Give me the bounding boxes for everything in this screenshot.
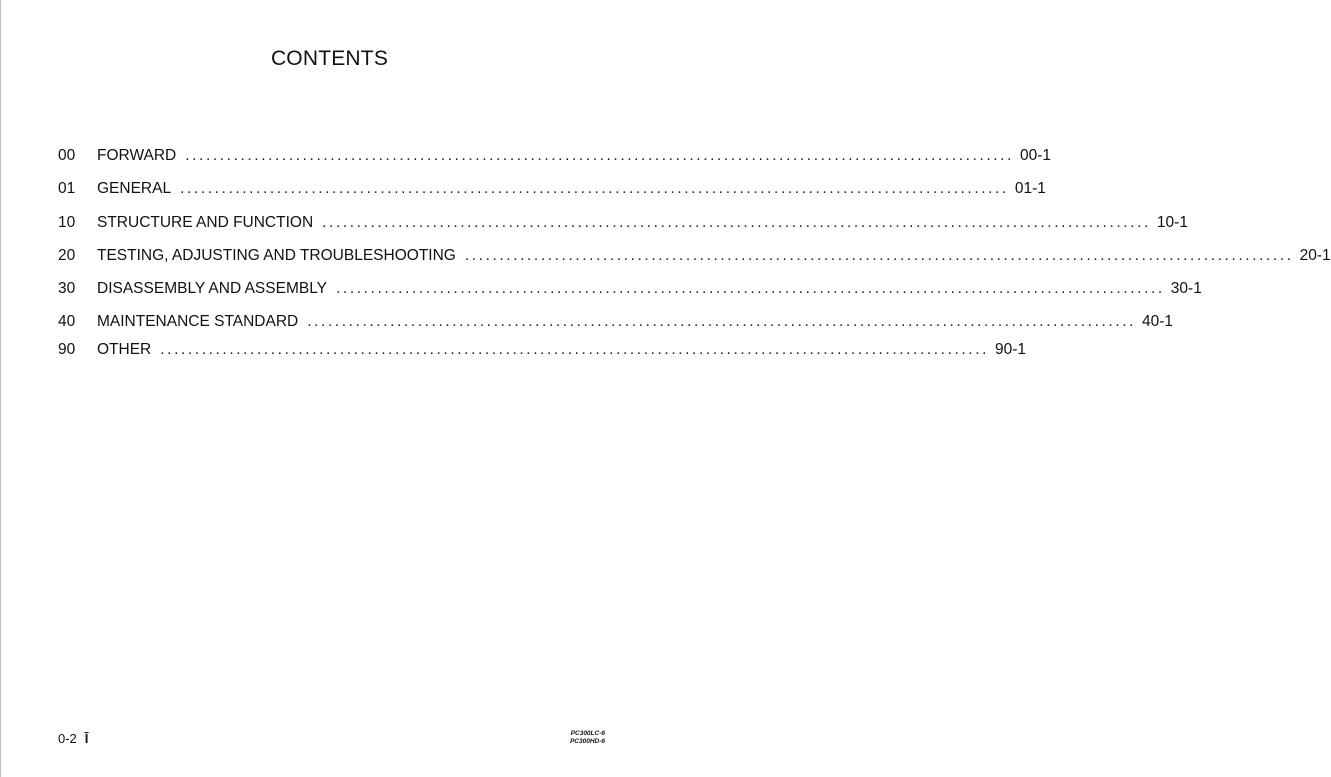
toc-page-number: 01-1 [1014,180,1046,197]
toc-leader-dots: ........................................................................................................................ [464,247,1294,264]
toc-row[interactable] [58,278,1202,300]
toc-leader-dots: ........................................................................................................................ [307,313,1137,330]
footer-models [570,730,605,746]
toc-leader-dots: ........................................................................................................................ [185,147,1014,164]
toc-section-number: 01 [58,180,76,197]
toc-section-title: FORWARD [97,147,177,164]
toc-section-title: TESTING, ADJUSTING AND TROUBLESHOOTING [97,247,456,264]
toc-page-number: 10-1 [1156,214,1188,231]
toc-row[interactable] [58,145,1052,167]
model-code: PC300HD-6 [569,738,605,745]
toc-page-number: 40-1 [1142,313,1174,330]
toc-leader-dots: ........................................................................................................................ [336,280,1165,297]
toc-section-number: 00 [58,147,76,164]
model-code: PC300LC-6 [570,730,605,737]
toc-page-number: 90-1 [995,341,1027,358]
toc-page-number: 20-1 [1299,247,1331,264]
revision-mark: Ī [84,731,89,746]
toc-section-number: 30 [58,280,76,297]
toc-row[interactable] [58,178,1046,200]
toc-page-number: 30-1 [1170,280,1202,297]
page-title: CONTENTS [270,47,389,70]
toc-leader-dots: ........................................................................................................................ [322,214,1151,231]
toc-row[interactable] [58,311,1174,333]
footer-page-number [58,731,88,746]
toc-section-number: 90 [58,341,76,358]
toc-section-number: 20 [58,247,76,264]
page-edge [0,0,1,777]
toc-section-number: 10 [58,214,76,231]
toc-section-title: OTHER [97,341,152,358]
page-number: 0-2 [58,731,77,746]
toc-leader-dots: ........................................................................................................................ [160,341,990,358]
toc-row[interactable] [58,212,1188,234]
toc-section-title: DISASSEMBLY AND ASSEMBLY [97,280,328,297]
toc-section-number: 40 [58,313,76,330]
toc-section-title: STRUCTURE AND FUNCTION [97,214,314,231]
toc-section-title: MAINTENANCE STANDARD [97,313,299,330]
toc-row[interactable] [58,339,1027,361]
toc-row[interactable] [58,245,1331,267]
toc-section-title: GENERAL [97,180,172,197]
toc-page-number: 00-1 [1020,147,1052,164]
toc-leader-dots: ........................................................................................................................ [180,180,1009,197]
